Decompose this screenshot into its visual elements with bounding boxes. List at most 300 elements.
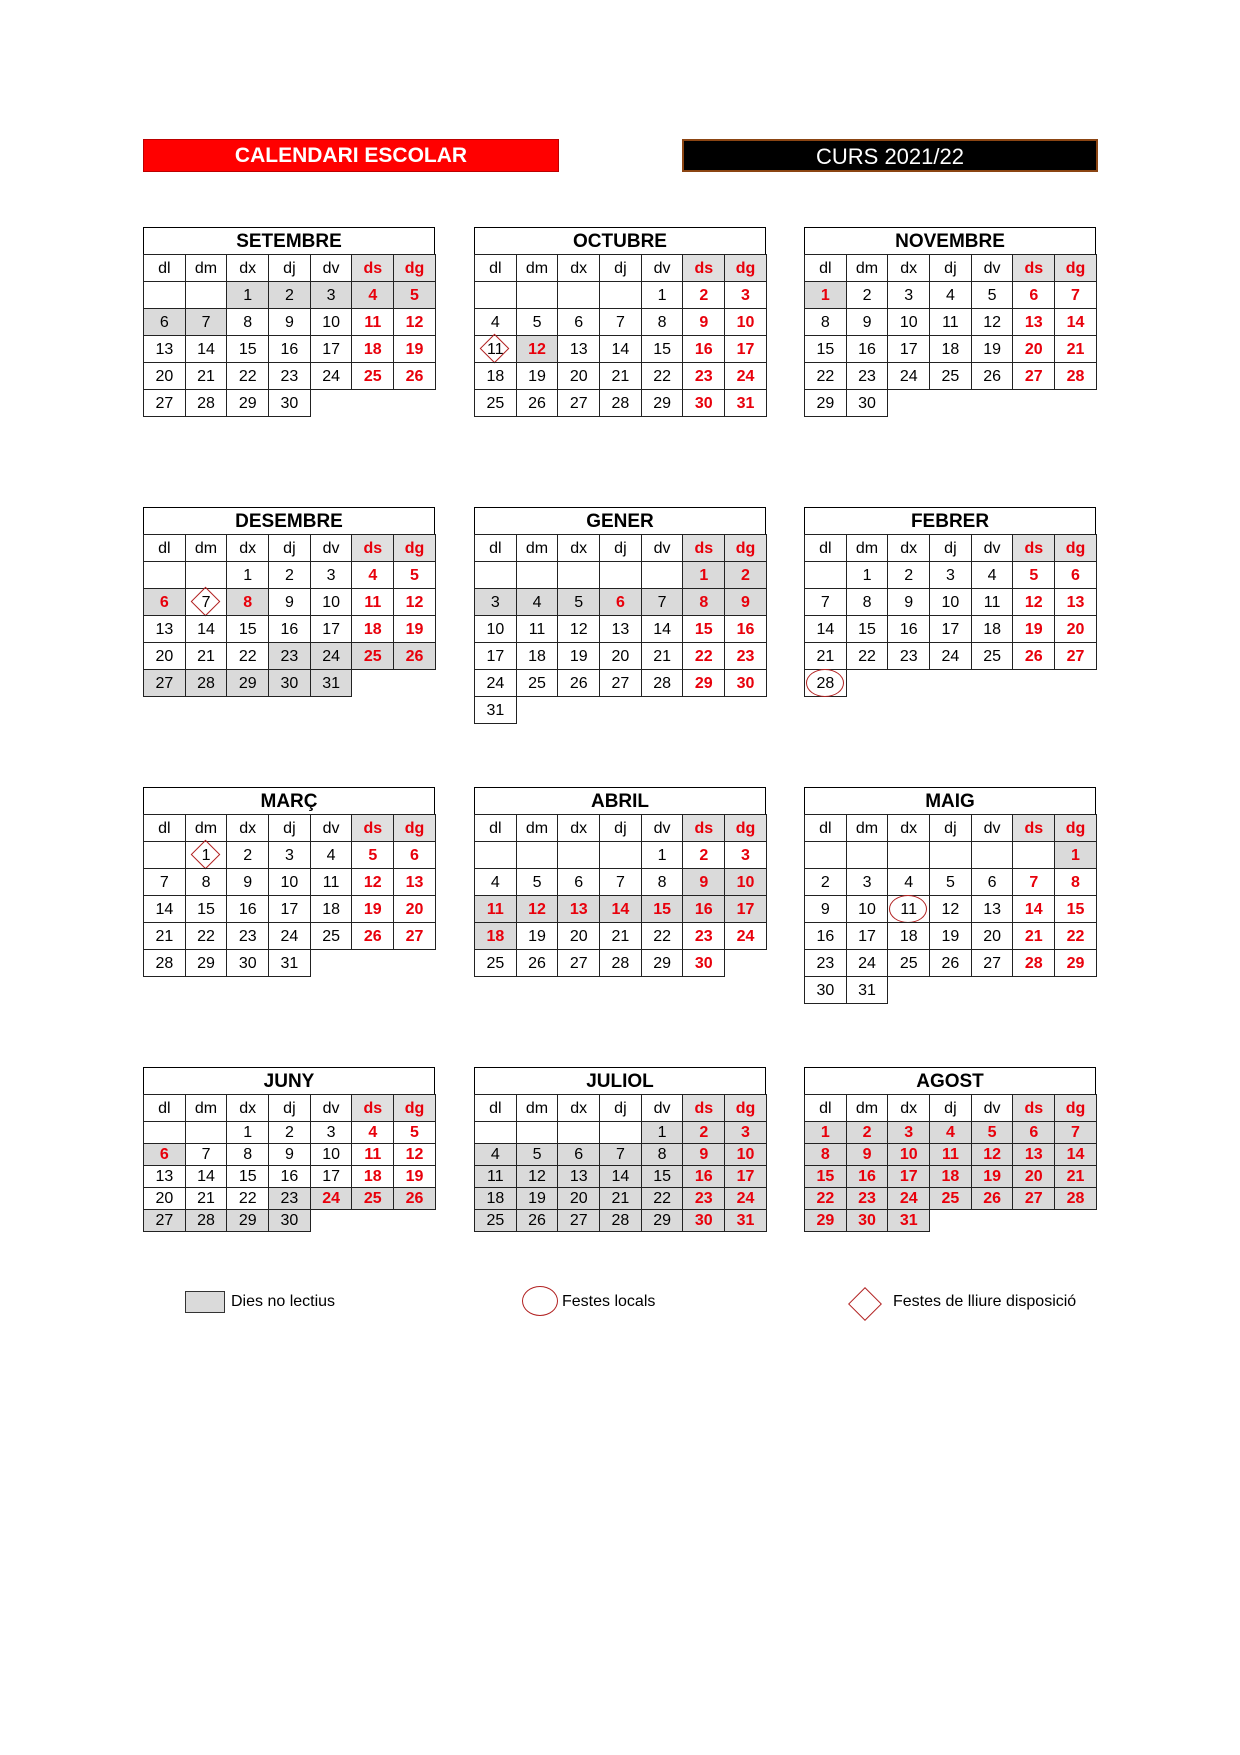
- day-cell: 13: [599, 615, 642, 643]
- day-cell: 15: [1054, 895, 1097, 923]
- day-cell: 14: [185, 1165, 228, 1188]
- day-cell: 1: [804, 281, 847, 309]
- day-cell: 4: [516, 588, 559, 616]
- month-juliol: [474, 1067, 766, 1231]
- day-cell: 7: [641, 588, 684, 616]
- weekday-header: dx: [557, 254, 600, 282]
- day-cell: 11: [971, 588, 1014, 616]
- weekday-header: ds: [351, 1094, 394, 1122]
- weekday-header: dv: [310, 534, 353, 562]
- day-cell: 1: [641, 841, 684, 869]
- day-cell: 4: [929, 281, 972, 309]
- day-cell: 13: [143, 615, 186, 643]
- weekday-header: dg: [1054, 534, 1097, 562]
- day-cell: 18: [351, 335, 394, 363]
- blank-cell: [599, 841, 642, 869]
- day-cell: 2: [268, 1121, 311, 1144]
- blank-cell: [846, 841, 889, 869]
- day-cell: 29: [641, 949, 684, 977]
- weekday-header: dl: [143, 534, 186, 562]
- day-cell: 27: [143, 669, 186, 697]
- blank-cell: [641, 561, 684, 589]
- day-cell: 22: [185, 922, 228, 950]
- day-cell: 5: [1012, 561, 1055, 589]
- day-cell: 5: [393, 561, 436, 589]
- day-cell: 19: [516, 922, 559, 950]
- day-cell: 14: [804, 615, 847, 643]
- day-cell: 10: [474, 615, 517, 643]
- month-grid: [143, 254, 435, 416]
- day-cell: 19: [516, 1187, 559, 1210]
- day-cell: 27: [143, 389, 186, 417]
- weekday-header: ds: [682, 254, 725, 282]
- day-cell: 8: [226, 308, 269, 336]
- weekday-header: dj: [929, 534, 972, 562]
- day-cell: 21: [599, 1187, 642, 1210]
- day-cell: 17: [310, 1165, 353, 1188]
- day-cell: 26: [516, 389, 559, 417]
- blank-cell: [804, 561, 847, 589]
- weekday-header: ds: [351, 254, 394, 282]
- blank-cell: [516, 1121, 559, 1144]
- day-cell: 27: [557, 1209, 600, 1232]
- day-cell: 3: [310, 1121, 353, 1144]
- day-cell: 30: [846, 1209, 889, 1232]
- day-cell: 2: [846, 1121, 889, 1144]
- day-cell: 25: [351, 642, 394, 670]
- day-cell: 11: [929, 308, 972, 336]
- day-cell: 19: [393, 615, 436, 643]
- weekday-header: dm: [185, 534, 228, 562]
- day-cell: 23: [724, 642, 767, 670]
- month-name: DESEMBRE: [143, 507, 435, 534]
- day-cell: 24: [474, 669, 517, 697]
- day-cell: 29: [804, 389, 847, 417]
- day-cell: 20: [557, 362, 600, 390]
- day-cell: 27: [557, 389, 600, 417]
- day-cell: 31: [846, 976, 889, 1004]
- day-cell: 1: [226, 561, 269, 589]
- day-cell: 25: [351, 362, 394, 390]
- weekday-header: ds: [351, 814, 394, 842]
- day-cell: 24: [887, 1187, 930, 1210]
- day-cell: 8: [804, 308, 847, 336]
- legend-diamond-icon: [848, 1287, 882, 1321]
- legend-non-teaching: Dies no lectius: [231, 1293, 336, 1310]
- day-cell: 11: [887, 895, 930, 923]
- day-cell: 30: [682, 1209, 725, 1232]
- month-grid: [804, 534, 1096, 696]
- month-maig: [804, 787, 1096, 1003]
- day-cell: 26: [557, 669, 600, 697]
- weekday-header: dj: [599, 814, 642, 842]
- weekday-header: dx: [887, 1094, 930, 1122]
- day-cell: 7: [185, 308, 228, 336]
- month-gener: [474, 507, 766, 723]
- day-cell: 10: [887, 1143, 930, 1166]
- day-cell: 28: [599, 389, 642, 417]
- day-cell: 18: [929, 335, 972, 363]
- day-cell: 20: [557, 1187, 600, 1210]
- day-cell: 10: [724, 1143, 767, 1166]
- day-cell: 24: [724, 362, 767, 390]
- blank-cell: [185, 1121, 228, 1144]
- day-cell: 23: [268, 642, 311, 670]
- day-cell: 24: [846, 949, 889, 977]
- day-cell: 17: [474, 642, 517, 670]
- day-cell: 5: [557, 588, 600, 616]
- day-cell: 7: [599, 868, 642, 896]
- day-cell: 20: [1054, 615, 1097, 643]
- month-abril: [474, 787, 766, 976]
- day-cell: 23: [682, 362, 725, 390]
- day-cell: 31: [724, 389, 767, 417]
- day-cell: 28: [599, 1209, 642, 1232]
- day-cell: 12: [971, 1143, 1014, 1166]
- day-cell: 23: [268, 1187, 311, 1210]
- blank-cell: [185, 281, 228, 309]
- day-cell: 12: [516, 335, 559, 363]
- day-cell: 10: [268, 868, 311, 896]
- day-cell: 28: [641, 669, 684, 697]
- day-cell: 6: [393, 841, 436, 869]
- day-cell: 4: [351, 281, 394, 309]
- weekday-header: dx: [226, 254, 269, 282]
- weekday-header: dx: [557, 534, 600, 562]
- weekday-header: dm: [846, 814, 889, 842]
- month-grid: [143, 1094, 435, 1231]
- weekday-header: dl: [804, 534, 847, 562]
- day-cell: 15: [641, 895, 684, 923]
- weekday-header: dm: [516, 1094, 559, 1122]
- day-cell: 26: [1012, 642, 1055, 670]
- day-cell: 25: [516, 669, 559, 697]
- month-grid: [143, 814, 435, 976]
- month-grid: [474, 254, 766, 416]
- day-cell: 4: [351, 1121, 394, 1144]
- day-cell: 20: [1012, 335, 1055, 363]
- day-cell: 20: [143, 1187, 186, 1210]
- day-cell: 15: [682, 615, 725, 643]
- day-cell: 9: [682, 1143, 725, 1166]
- day-cell: 18: [474, 1187, 517, 1210]
- weekday-header: dg: [393, 254, 436, 282]
- day-cell: 25: [310, 922, 353, 950]
- month-name: GENER: [474, 507, 766, 534]
- day-cell: 1: [226, 1121, 269, 1144]
- day-cell: 2: [682, 281, 725, 309]
- weekday-header: dg: [1054, 1094, 1097, 1122]
- day-cell: 24: [929, 642, 972, 670]
- weekday-header: dx: [557, 1094, 600, 1122]
- day-cell: 12: [393, 308, 436, 336]
- day-cell: 5: [351, 841, 394, 869]
- day-cell: 18: [887, 922, 930, 950]
- day-cell: 20: [557, 922, 600, 950]
- day-cell: 22: [226, 642, 269, 670]
- blank-cell: [557, 1121, 600, 1144]
- day-cell: 19: [393, 335, 436, 363]
- blank-cell: [971, 841, 1014, 869]
- day-cell: 8: [641, 308, 684, 336]
- day-cell: 7: [599, 308, 642, 336]
- day-cell: 9: [804, 895, 847, 923]
- day-cell: 12: [929, 895, 972, 923]
- day-cell: 6: [557, 308, 600, 336]
- day-cell: 25: [929, 1187, 972, 1210]
- day-cell: 10: [887, 308, 930, 336]
- day-cell: 20: [143, 642, 186, 670]
- day-cell: 14: [599, 335, 642, 363]
- day-cell: 12: [557, 615, 600, 643]
- day-cell: 17: [268, 895, 311, 923]
- day-cell: 3: [887, 1121, 930, 1144]
- weekday-header: dv: [310, 1094, 353, 1122]
- day-cell: 22: [641, 922, 684, 950]
- day-cell: 23: [268, 362, 311, 390]
- day-cell: 14: [185, 335, 228, 363]
- weekday-header: dv: [641, 534, 684, 562]
- day-cell: 15: [226, 335, 269, 363]
- day-cell: 4: [929, 1121, 972, 1144]
- blank-cell: [143, 1121, 186, 1144]
- day-cell: 16: [268, 1165, 311, 1188]
- day-cell: 11: [929, 1143, 972, 1166]
- month-grid: [474, 1094, 766, 1231]
- weekday-header: dl: [474, 1094, 517, 1122]
- month-name: MARÇ: [143, 787, 435, 814]
- day-cell: 20: [971, 922, 1014, 950]
- day-cell: 5: [516, 308, 559, 336]
- day-cell: 9: [682, 868, 725, 896]
- day-cell: 5: [971, 1121, 1014, 1144]
- day-cell: 14: [641, 615, 684, 643]
- day-cell: 14: [1054, 308, 1097, 336]
- month-grid: [143, 534, 435, 696]
- day-cell: 5: [971, 281, 1014, 309]
- weekday-header: dl: [804, 814, 847, 842]
- day-cell: 4: [971, 561, 1014, 589]
- weekday-header: dv: [971, 1094, 1014, 1122]
- day-cell: 10: [310, 1143, 353, 1166]
- weekday-header: dg: [393, 814, 436, 842]
- day-cell: 10: [929, 588, 972, 616]
- weekday-header: dj: [268, 534, 311, 562]
- day-cell: 9: [268, 1143, 311, 1166]
- day-cell: 13: [1012, 308, 1055, 336]
- day-cell: 12: [516, 1165, 559, 1188]
- day-cell: 13: [1012, 1143, 1055, 1166]
- month-name: OCTUBRE: [474, 227, 766, 254]
- day-cell: 7: [1054, 1121, 1097, 1144]
- day-cell: 26: [929, 949, 972, 977]
- day-cell: 27: [1054, 642, 1097, 670]
- day-cell: 21: [185, 362, 228, 390]
- day-cell: 2: [268, 561, 311, 589]
- day-cell: 3: [929, 561, 972, 589]
- day-cell: 13: [557, 895, 600, 923]
- blank-cell: [557, 281, 600, 309]
- day-cell: 29: [185, 949, 228, 977]
- day-cell: 13: [143, 335, 186, 363]
- weekday-header: ds: [682, 814, 725, 842]
- day-cell: 28: [143, 949, 186, 977]
- day-cell: 12: [516, 895, 559, 923]
- blank-cell: [599, 1121, 642, 1144]
- day-cell: 3: [724, 1121, 767, 1144]
- day-cell: 11: [474, 1165, 517, 1188]
- day-cell: 30: [724, 669, 767, 697]
- day-cell: 16: [724, 615, 767, 643]
- day-cell: 26: [393, 362, 436, 390]
- weekday-header: dl: [143, 814, 186, 842]
- day-cell: 9: [846, 1143, 889, 1166]
- day-cell: 9: [887, 588, 930, 616]
- day-cell: 27: [1012, 362, 1055, 390]
- day-cell: 22: [1054, 922, 1097, 950]
- day-cell: 22: [804, 1187, 847, 1210]
- weekday-header: dx: [557, 814, 600, 842]
- weekday-header: dv: [641, 814, 684, 842]
- day-cell: 23: [846, 362, 889, 390]
- weekday-header: dg: [1054, 814, 1097, 842]
- day-cell: 11: [351, 308, 394, 336]
- day-cell: 9: [226, 868, 269, 896]
- day-cell: 4: [474, 1143, 517, 1166]
- weekday-header: dm: [516, 534, 559, 562]
- weekday-header: ds: [682, 534, 725, 562]
- day-cell: 4: [887, 868, 930, 896]
- day-cell: 27: [971, 949, 1014, 977]
- day-cell: 6: [143, 1143, 186, 1166]
- day-cell: 26: [393, 642, 436, 670]
- weekday-header: dm: [516, 814, 559, 842]
- day-cell: 16: [682, 895, 725, 923]
- day-cell: 6: [1012, 1121, 1055, 1144]
- day-cell: 19: [393, 1165, 436, 1188]
- day-cell: 26: [393, 1187, 436, 1210]
- month-grid: [474, 534, 766, 723]
- day-cell: 22: [226, 362, 269, 390]
- day-cell: 10: [724, 868, 767, 896]
- day-cell: 25: [351, 1187, 394, 1210]
- day-cell: 25: [474, 389, 517, 417]
- day-cell: 8: [226, 588, 269, 616]
- day-cell: 23: [682, 922, 725, 950]
- day-cell: 14: [143, 895, 186, 923]
- month-setembre: [143, 227, 435, 416]
- day-cell: 26: [516, 949, 559, 977]
- weekday-header: dv: [641, 254, 684, 282]
- day-cell: 23: [226, 922, 269, 950]
- day-cell: 7: [1012, 868, 1055, 896]
- day-cell: 6: [1012, 281, 1055, 309]
- blank-cell: [599, 281, 642, 309]
- day-cell: 15: [226, 615, 269, 643]
- blank-cell: [474, 281, 517, 309]
- day-cell: 19: [557, 642, 600, 670]
- weekday-header: dx: [887, 814, 930, 842]
- day-cell: 30: [682, 389, 725, 417]
- day-cell: 15: [641, 1165, 684, 1188]
- day-cell: 8: [226, 1143, 269, 1166]
- day-cell: 27: [557, 949, 600, 977]
- day-cell: 25: [971, 642, 1014, 670]
- weekday-header: dl: [804, 1094, 847, 1122]
- day-cell: 16: [682, 1165, 725, 1188]
- blank-cell: [929, 841, 972, 869]
- day-cell: 12: [971, 308, 1014, 336]
- weekday-header: dj: [929, 1094, 972, 1122]
- day-cell: 30: [226, 949, 269, 977]
- day-cell: 28: [1054, 1187, 1097, 1210]
- day-cell: 13: [557, 335, 600, 363]
- day-cell: 16: [846, 1165, 889, 1188]
- day-cell: 3: [724, 841, 767, 869]
- day-cell: 31: [724, 1209, 767, 1232]
- day-cell: 31: [887, 1209, 930, 1232]
- day-cell: 22: [682, 642, 725, 670]
- day-cell: 4: [474, 868, 517, 896]
- day-cell: 8: [641, 868, 684, 896]
- day-cell: 17: [929, 615, 972, 643]
- day-cell: 21: [599, 922, 642, 950]
- day-cell: 13: [557, 1165, 600, 1188]
- day-cell: 24: [724, 922, 767, 950]
- day-cell: 8: [682, 588, 725, 616]
- day-cell: 20: [143, 362, 186, 390]
- day-cell: 21: [641, 642, 684, 670]
- day-cell: 7: [185, 1143, 228, 1166]
- day-cell: 20: [393, 895, 436, 923]
- month-març: [143, 787, 435, 976]
- day-cell: 3: [724, 281, 767, 309]
- month-juny: [143, 1067, 435, 1231]
- day-cell: 1: [226, 281, 269, 309]
- day-cell: 5: [516, 1143, 559, 1166]
- day-cell: 9: [268, 588, 311, 616]
- day-cell: 14: [599, 1165, 642, 1188]
- day-cell: 8: [846, 588, 889, 616]
- day-cell: 22: [641, 1187, 684, 1210]
- day-cell: 1: [641, 281, 684, 309]
- day-cell: 25: [929, 362, 972, 390]
- weekday-header: dm: [846, 534, 889, 562]
- day-cell: 24: [887, 362, 930, 390]
- day-cell: 9: [846, 308, 889, 336]
- legend-grey-swatch: [185, 1291, 225, 1313]
- weekday-header: dg: [724, 534, 767, 562]
- day-cell: 2: [846, 281, 889, 309]
- day-cell: 27: [1012, 1187, 1055, 1210]
- day-cell: 23: [846, 1187, 889, 1210]
- day-cell: 19: [971, 335, 1014, 363]
- blank-cell: [516, 561, 559, 589]
- day-cell: 3: [268, 841, 311, 869]
- day-cell: 17: [724, 895, 767, 923]
- day-cell: 16: [682, 335, 725, 363]
- weekday-header: dl: [804, 254, 847, 282]
- day-cell: 30: [268, 669, 311, 697]
- weekday-header: dl: [143, 254, 186, 282]
- day-cell: 18: [351, 1165, 394, 1188]
- day-cell: 16: [268, 615, 311, 643]
- weekday-header: ds: [682, 1094, 725, 1122]
- day-cell: 15: [804, 1165, 847, 1188]
- day-cell: 13: [1054, 588, 1097, 616]
- month-desembre: [143, 507, 435, 696]
- weekday-header: dx: [887, 254, 930, 282]
